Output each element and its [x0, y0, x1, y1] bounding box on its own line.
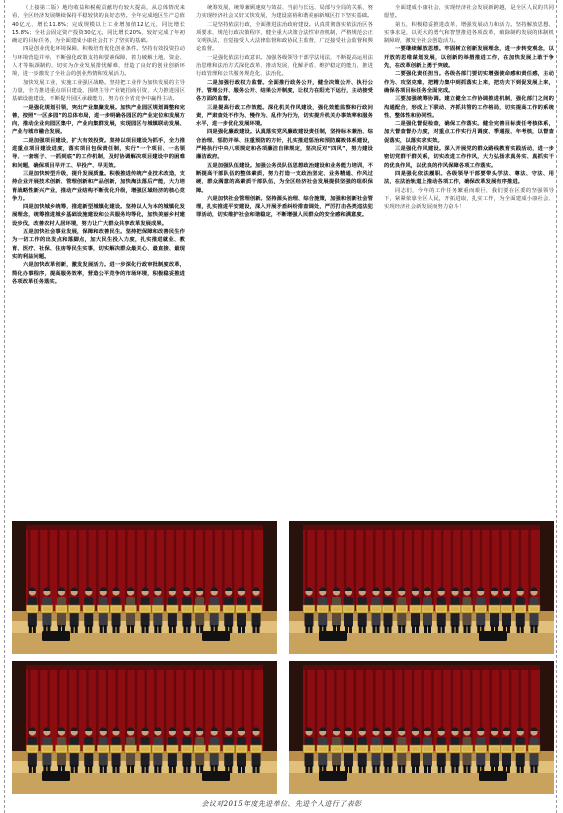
award-ceremony-photo [12, 661, 277, 794]
certificate-plaque [139, 605, 151, 613]
award-ceremony-photo [289, 661, 554, 794]
article-column-3 [384, 4, 554, 516]
certificate-plaque [449, 605, 461, 613]
recipient-leg [531, 765, 534, 773]
recipient-leg [359, 765, 362, 773]
recipient-leg [154, 765, 157, 773]
certificate-plaque [194, 745, 206, 753]
curtain-fold [135, 665, 138, 751]
stage-monitor-speaker [319, 771, 347, 781]
recipient-leg [257, 625, 260, 633]
certificate-plaque [235, 605, 247, 613]
recipient-leg [363, 765, 366, 773]
curtain-fold [315, 525, 318, 611]
curtain-fold [222, 525, 225, 611]
recipient-leg [535, 765, 538, 773]
recipient-leg [416, 765, 419, 773]
certificate-plaque [194, 605, 206, 613]
curtain-valance [26, 525, 263, 530]
recipient-leg [173, 625, 176, 633]
recipient-leg [71, 765, 74, 773]
recipient-leg [196, 625, 199, 633]
recipient-leg [349, 625, 352, 633]
recipient-leg [253, 765, 256, 773]
article-paragraph: 三是提高行政工作效能。深化机关作风建设，强化效能监察和行政问责，严肃查处不作为、慢作为、乱作为行为，切实提升机关办事效率和服务水平，进一步优化发展环境。 [196, 104, 373, 128]
recipient-leg [100, 625, 103, 633]
recipient-leg [238, 765, 241, 773]
recipient-leg [131, 765, 134, 773]
certificate-plaque [500, 745, 512, 753]
certificate-plaque [449, 745, 461, 753]
certificate-plaque [223, 745, 235, 753]
curtain-fold [38, 665, 41, 751]
article-paragraph: 五是加强队伍建设。加强公务员队伍思想政治建设和业务能力培训，不断提高干部队伍的整体素质，努力打造一支政治坚定、业务精通、作风过硬、群众满意的高素质干部队伍，为全区经济社会发展提供坚强的组织保障。 [196, 162, 373, 194]
article-paragraph: 一是强化依法行政意识。加强各级领导干部学法用法，不断提高运用法治思维和法治方式深化改革、推动发展、化解矛盾、维护稳定的能力，推进行政管理和公共服务规范化、法治化。 [196, 54, 373, 78]
recipient-leg [373, 625, 376, 633]
article-paragraph: 三是强化作风建设。深入开展党的群众路线教育实践活动，进一步密切党群干群关系，切实改进工作作风，大力弘扬求真务实、真抓实干的优良作风，以优良的作风保障各项工作落实。 [384, 146, 554, 169]
certificate-plaque [303, 605, 315, 613]
article-paragraph: 六是加快社会管理创新。坚持源头治理、综合施策，加强和创新社会管理，扎实推进平安建设，深入开展矛盾纠纷排查调处，严厉打击各类违法犯罪活动，切实维护社会和谐稳定，不断增强人民群众的安全感和满意度。 [196, 195, 373, 219]
certificate-plaque [83, 745, 95, 753]
curtain-fold [222, 665, 225, 751]
recipient-leg [398, 625, 401, 633]
recipient-leg [521, 625, 524, 633]
curtain-fold [354, 665, 357, 751]
certificate-plaque [110, 745, 122, 753]
article-paragraph: （上接第二版）地均收益和税税贡献均有较大提高，从总体情况来看，全区经济发展继续保持平稳较快的良好态势。全年完成地区生产总值40亿元，增长11.8%；完成规模以上工业增加值12亿元，同比增长15.8%；全社会固定资产投资30亿元，同比增长20%，较好完成了年初确定的目标任务，为全面建成小康社会打下了坚实的基础。 [12, 5, 185, 45]
recipient-leg [117, 765, 120, 773]
certificate-plaque [55, 745, 67, 753]
recipient-leg [442, 765, 445, 773]
recipient-leg [377, 765, 380, 773]
recipient-leg [377, 625, 380, 633]
recipient-leg [442, 625, 445, 633]
recipient-leg [85, 765, 88, 773]
certificate-plaque [342, 745, 354, 753]
award-ceremony-photo [12, 521, 277, 654]
recipient-leg [309, 625, 312, 633]
certificate-plaque [181, 745, 193, 753]
article-paragraph: 四是强化依法履职。各级领导干部要带头学法、尊法、守法、用法，在法治轨道上推动各项工作，确保改革发展有序推进。 [384, 170, 554, 186]
certificate-plaque [97, 745, 109, 753]
award-ceremony-photo-1 [12, 521, 277, 654]
certificate-plaque [317, 745, 329, 753]
recipient-leg [402, 625, 405, 633]
certificate-plaque [166, 605, 178, 613]
recipient-leg [438, 765, 441, 773]
recipient-leg [242, 765, 245, 773]
certificate-plaque [83, 605, 95, 613]
recipient-leg [452, 765, 455, 773]
certificate-plaque [68, 605, 80, 613]
recipient-leg [424, 765, 427, 773]
curtain-fold [460, 665, 463, 751]
recipient-leg [131, 625, 134, 633]
recipient-leg [142, 625, 145, 633]
certificate-plaque [331, 605, 343, 613]
recipient-leg [89, 765, 92, 773]
article-paragraph: 三是加快转型升级，提升发展质量。积极推进传统产业技术改造，支持企业开展技术创新、管理创新和产品创新，加快淘汰落后产能，大力培育战略性新兴产业，推动产业结构不断优化升级，增强区域经济的核心竞争力。 [12, 170, 185, 202]
recipient-leg [127, 625, 130, 633]
recipient-leg [467, 765, 470, 773]
certificate-plaque [110, 605, 122, 613]
certificate-plaque [125, 745, 137, 753]
certificate-plaque [514, 605, 526, 613]
article-paragraph: 统筹发展，统筹兼顾速度与效益、当前与长远、局部与全局的关系，努力实现经济社会又好又快发展，为建设富裕和谐美丽新城区打下坚实基础。 [196, 5, 373, 20]
recipient-leg [507, 625, 510, 633]
curtain-fold [499, 525, 502, 611]
recipient-leg [183, 765, 186, 773]
certificate-plaque [235, 745, 247, 753]
award-ceremony-photo-3 [12, 661, 277, 794]
recipient-leg [384, 625, 387, 633]
certificate-plaque [382, 745, 394, 753]
certificate-plaque [396, 605, 408, 613]
recipient-leg [412, 765, 415, 773]
recipient-leg [242, 625, 245, 633]
curtain-fold [135, 525, 138, 611]
stage-monitor-speaker [479, 631, 507, 641]
certificate-plaque [421, 605, 433, 613]
article-paragraph: 二是强化督促检查，确保工作落实。健全完善目标责任考核体系，加大督查督办力度，对重点工作实行月调度、季通报、年考核，以督查促落实，以落实求实效。 [384, 121, 554, 144]
article-paragraph: 一是强化规划引领，突出产业集聚发展。加快产业园区规划调整和完善，按照“一区多园”的总体布局，进一步明确各园区的产业定位和发展方向，推动企业向园区集中，产业向集群发展，实现园区与城镇联动发展、产业与城市融合发展。 [12, 104, 185, 136]
certificate-plaque [489, 605, 501, 613]
curtain-fold [315, 665, 318, 751]
article-text-area [12, 4, 554, 516]
certificate-plaque [356, 605, 368, 613]
photo-grid [12, 521, 554, 794]
recipient-leg [173, 765, 176, 773]
certificate-plaque [475, 745, 487, 753]
certificate-plaque [208, 605, 220, 613]
photo-caption: 会议对2015年度先进单位、先进个人进行了表彰 [201, 800, 362, 808]
certificate-plaque [166, 745, 178, 753]
curtain-fold [460, 525, 463, 611]
stage-monitor-speaker [319, 631, 347, 641]
certificate-plaque [41, 605, 53, 613]
stage-monitor-speaker [42, 631, 70, 641]
curtain-fold [354, 525, 357, 611]
award-ceremony-photo-2 [289, 521, 554, 654]
certificate-plaque [382, 605, 394, 613]
certificate-plaque [528, 745, 540, 753]
certificate-plaque [41, 745, 53, 753]
article-paragraph: 三要加强统筹协调。建立健全工作协调推进机制，强化部门之间的沟通配合，形成上下联动、齐抓共管的工作格局，切实提高工作的系统性、整体性和协同性。 [384, 96, 554, 119]
recipient-leg [388, 625, 391, 633]
certificate-plaque [152, 605, 164, 613]
curtain-fold [193, 665, 196, 751]
recipient-leg [169, 625, 172, 633]
article-paragraph: 全面建成小康社会，实现经济社会发展新跨越，是全区人民的共同愿望。 [384, 5, 554, 20]
recipient-leg [456, 765, 459, 773]
certificate-plaque [68, 745, 80, 753]
recipient-leg [424, 625, 427, 633]
article-paragraph: 五是加快社会事业发展，保障和改善民生。坚持把保障和改善民生作为一切工作的出发点和落脚点，加大民生投入力度，扎实推进就业、教育、医疗、社保、住房等民生实事，切实解决群众最关心、最直接、最现实的利益问题。 [12, 229, 185, 260]
curtain-fold [499, 665, 502, 751]
recipient-leg [402, 765, 405, 773]
recipient-leg [29, 765, 32, 773]
article-paragraph: 加快发展工业，实施工业强区战略。坚持把工业作为加快发展的主导力量，全力推进重点项目建设，围绕主导产业链招商引资，大力推进园区基础设施建设，不断提升园区承载能力，努力在全省竞争中赢得主动。 [12, 79, 185, 103]
certificate-plaque [55, 605, 67, 613]
article-paragraph: 四是创业优化环境保障，积极培育优化创业条件。坚持有效投资拉动与环境营造并举，不断强化政策支持和要素保障，着力破解土地、资金、人才等瓶颈制约，切实为企业发展排忧解难，营造了良好的创业创新环境，进一步激发了全社会的创业热情和发展活力。 [12, 46, 185, 78]
recipient-leg [363, 625, 366, 633]
article-paragraph: 二是加强行政权力监督。全面推行政务公开，健全决策公开、执行公开、管理公开、服务公开、结果公开制度，让权力在阳光下运行，主动接受各方面的监督。 [196, 79, 373, 103]
certificate-plaque [223, 605, 235, 613]
certificate-plaque [475, 605, 487, 613]
recipient-leg [521, 765, 524, 773]
recipient-leg [29, 625, 32, 633]
stage-monitor-speaker [479, 771, 507, 781]
certificate-plaque [370, 745, 382, 753]
recipient-leg [154, 625, 157, 633]
certificate-plaque [528, 605, 540, 613]
recipient-leg [463, 625, 466, 633]
recipient-leg [463, 765, 466, 773]
recipient-leg [456, 625, 459, 633]
recipient-leg [305, 625, 308, 633]
certificate-plaque [514, 745, 526, 753]
recipient-leg [104, 625, 107, 633]
curtain-valance [26, 665, 263, 670]
certificate-plaque [303, 745, 315, 753]
recipient-leg [305, 765, 308, 773]
recipient-leg [438, 625, 441, 633]
recipient-leg [349, 765, 352, 773]
curtain-fold [96, 525, 99, 611]
article-paragraph: 第五，积极稳妥推进改革，增强发展动力和活力。坚持解放思想、实事求是，以更大的勇气和智慧推进各项改革，破除制约发展的体制机制障碍，激发全社会创造活力。 [384, 21, 554, 45]
recipient-leg [253, 625, 256, 633]
recipient-leg [33, 765, 36, 773]
certificate-plaque [500, 605, 512, 613]
recipient-leg [158, 625, 161, 633]
recipient-leg [113, 625, 116, 633]
recipient-leg [428, 625, 431, 633]
recipient-leg [196, 765, 199, 773]
certificate-plaque [181, 605, 193, 613]
certificate-plaque [461, 605, 473, 613]
certificate-plaque [97, 605, 109, 613]
article-paragraph: 二要强化责任担当。各级各部门要切实增强使命感和责任感，主动作为、攻坚克难，把精力集中到抓落实上来，把功夫下到促发展上来，确保各项目标任务全面完成。 [384, 71, 554, 94]
article-column-1 [12, 4, 185, 516]
curtain-fold [67, 665, 70, 751]
curtain-valance [303, 665, 540, 670]
certificate-plaque [410, 745, 422, 753]
curtain-fold [96, 665, 99, 751]
recipient-leg [384, 765, 387, 773]
certificate-plaque [250, 605, 262, 613]
recipient-leg [416, 625, 419, 633]
recipient-leg [359, 625, 362, 633]
recipient-leg [388, 765, 391, 773]
recipient-leg [75, 765, 78, 773]
stage-monitor-speaker [202, 771, 230, 781]
recipient-leg [117, 625, 120, 633]
recipient-leg [187, 625, 190, 633]
certificate-plaque [125, 605, 137, 613]
certificate-plaque [396, 745, 408, 753]
recipient-leg [467, 625, 470, 633]
recipient-leg [158, 765, 161, 773]
recipient-leg [33, 625, 36, 633]
certificate-plaque [410, 605, 422, 613]
curtain-fold [38, 525, 41, 611]
certificate-plaque [435, 605, 447, 613]
curtain-valance [303, 525, 540, 530]
curtain-fold [392, 665, 395, 751]
article-paragraph: 六是加快改革创新，激发发展活力。进一步深化行政审批制度改革，简化办事程序，提高服务效率，营造公平竞争的市场环境，积极稳妥推进各项改革任务落实。 [12, 262, 185, 285]
recipient-leg [127, 765, 130, 773]
recipient-leg [146, 625, 149, 633]
article-column-2 [196, 4, 373, 516]
recipient-leg [531, 625, 534, 633]
article-paragraph: 二是加强项目建设，扩大有效投资。坚持以项目建设为抓手，全力推进重点项目建设进度，落实项目包保责任制，实行“一个项目、一名领导、一套班子、一抓到底”的工作机制，及时协调解决项目建设中的困难和问题，确保项目早开工、早投产、早见效。 [12, 137, 185, 169]
article-paragraph: 一要继续解放思想。牢固树立创新发展理念，进一步转变观念，以开放的思维谋划发展，以创新的举措推进工作，在加快发展上敢于争先，在改革创新上勇于突破。 [384, 46, 554, 70]
recipient-leg [71, 625, 74, 633]
curtain-fold [67, 525, 70, 611]
certificate-plaque [331, 745, 343, 753]
article-paragraph: 二是坚持依法行政，全面推进法治政府建设。认真贯彻落实依法治区各项要求，规范行政决策程序，健全重大决策合法性审查机制，严格规范公正文明执法，自觉接受人大法律监督和政协民主监督，广泛接受社会监督和舆论监督。 [196, 21, 373, 53]
recipient-leg [89, 625, 92, 633]
recipient-leg [507, 765, 510, 773]
curtain-fold [392, 525, 395, 611]
certificate-plaque [342, 605, 354, 613]
article-paragraph: 同志们，今年的工作任务繁重而艰巨，我们要在区委的坚强领导下，紧紧依靠全区人民，开拓进取，扎实工作，为全面建成小康社会、实现经济社会新发展而努力奋斗！ [384, 187, 554, 211]
recipient-leg [104, 765, 107, 773]
recipient-leg [100, 765, 103, 773]
recipient-leg [517, 765, 520, 773]
recipient-leg [452, 625, 455, 633]
certificate-plaque [26, 745, 38, 753]
recipient-leg [146, 765, 149, 773]
certificate-plaque [435, 745, 447, 753]
certificate-plaque [26, 605, 38, 613]
certificate-plaque [208, 745, 220, 753]
certificate-plaque [461, 745, 473, 753]
recipient-leg [517, 625, 520, 633]
certificate-plaque [152, 745, 164, 753]
article-paragraph: 四是加快城乡统筹，推进新型城镇化建设。坚持以人为本的城镇化发展理念，统筹推进城乡基础设施建设和公共服务均等化，加快美丽乡村建设步伐，改善农村人居环境，努力让广大群众共享改革发展成果。 [12, 204, 185, 227]
stage-monitor-speaker [42, 771, 70, 781]
curtain-fold [164, 525, 167, 611]
certificate-plaque [370, 605, 382, 613]
certificate-plaque [139, 745, 151, 753]
certificate-plaque [317, 605, 329, 613]
recipient-leg [142, 765, 145, 773]
award-ceremony-photo [289, 521, 554, 654]
certificate-plaque [421, 745, 433, 753]
recipient-leg [183, 625, 186, 633]
certificate-plaque [356, 745, 368, 753]
recipient-leg [309, 765, 312, 773]
recipient-leg [373, 765, 376, 773]
curtain-fold [164, 665, 167, 751]
recipient-leg [169, 765, 172, 773]
page-right-margin-line [556, 0, 557, 813]
recipient-leg [75, 625, 78, 633]
page-left-margin-line [4, 0, 5, 813]
recipient-leg [238, 625, 241, 633]
recipient-leg [187, 765, 190, 773]
certificate-plaque [489, 745, 501, 753]
recipient-leg [535, 625, 538, 633]
award-ceremony-photo-4 [289, 661, 554, 794]
recipient-leg [113, 765, 116, 773]
stage-monitor-speaker [202, 631, 230, 641]
article-paragraph: 四是强化廉政建设。认真落实党风廉政建设责任制，坚持标本兼治、综合治理、惩防并举、注重预防的方针，扎实推进惩治和预防腐败体系建设，严格执行中央八项规定和各项廉洁自律规定，坚决反对“四风”，努力建设廉洁政府。 [196, 129, 373, 161]
recipient-leg [412, 625, 415, 633]
certificate-plaque [250, 745, 262, 753]
recipient-leg [398, 765, 401, 773]
recipient-leg [257, 765, 260, 773]
curtain-fold [193, 525, 196, 611]
recipient-leg [85, 625, 88, 633]
recipient-leg [428, 765, 431, 773]
